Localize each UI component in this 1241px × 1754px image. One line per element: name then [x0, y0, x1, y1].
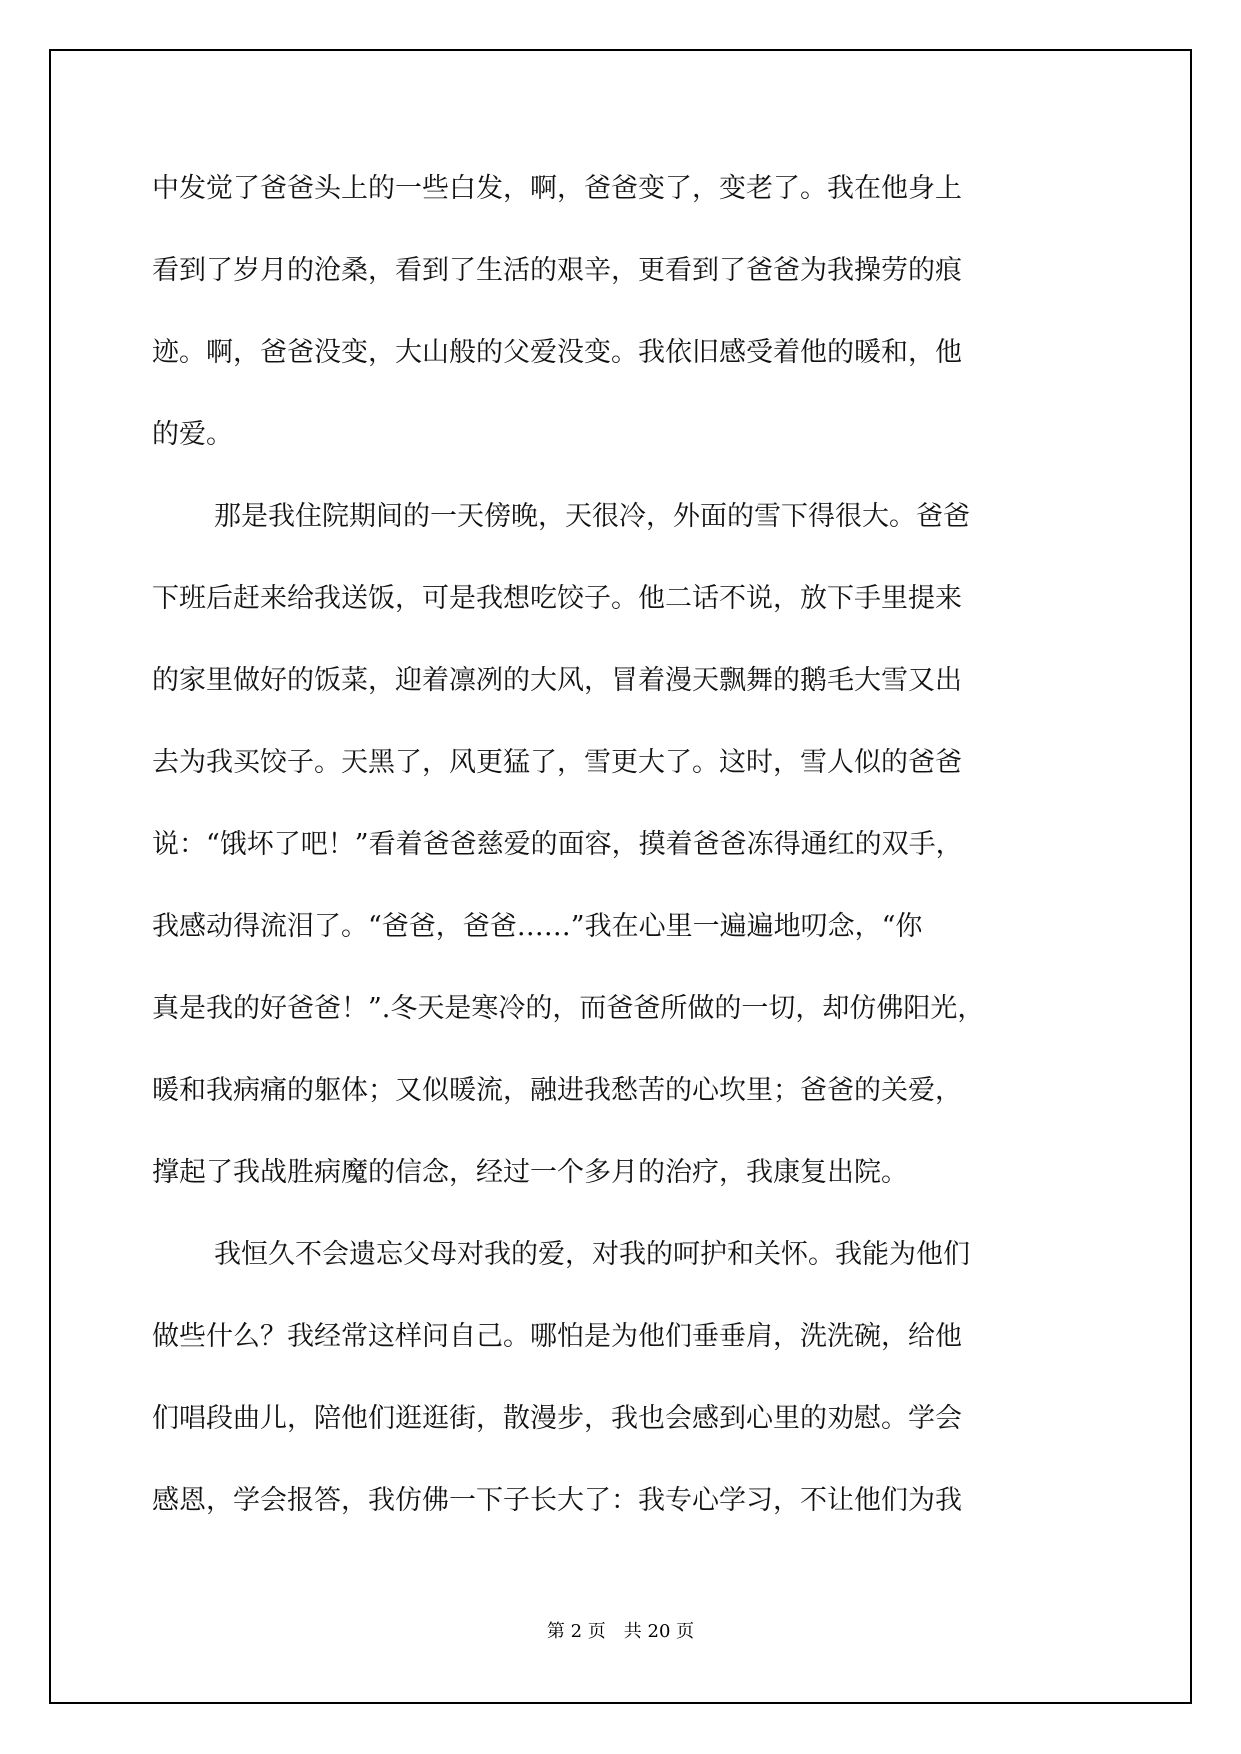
text-line: 说：“饿坏了吧！”看着爸爸慈爱的面容，摸着爸爸冻得通红的双手，: [152, 829, 963, 860]
document-body: [152, 148, 1092, 1542]
text-line: 下班后赶来给我送饭，可是我想吃饺子。他二话不说，放下手里提来: [152, 583, 962, 614]
text-line: 的爱。: [152, 419, 233, 450]
text-line: 撑起了我战胜病魔的信念，经过一个多月的治疗，我康复出院。: [152, 1157, 908, 1188]
text-line: 们唱段曲儿，陪他们逛逛街，散漫步，我也会感到心里的劝慰。学会: [152, 1403, 962, 1434]
text-line: 的家里做好的饭菜，迎着凛冽的大风，冒着漫天飘舞的鹅毛大雪又出: [152, 665, 962, 696]
text-line: 去为我买饺子。天黑了，风更猛了，雪更大了。这时，雪人似的爸爸: [152, 747, 962, 778]
paragraph-first-line: 我恒久不会遗忘父母对我的爱，对我的呵护和关怀。我能为他们: [214, 1239, 970, 1270]
text-line: 真是我的好爸爸！”.冬天是寒冷的，而爸爸所做的一切，却仿佛阳光，: [152, 993, 985, 1024]
text-line: 做些什么？我经常这样问自己。哪怕是为他们垂垂肩，洗洗碗，给他: [152, 1321, 962, 1352]
text-line: 看到了岁月的沧桑，看到了生活的艰辛，更看到了爸爸为我操劳的痕: [152, 255, 962, 286]
text-line: 感恩，学会报答，我仿佛一下子长大了：我专心学习，不让他们为我: [152, 1485, 962, 1516]
text-line: 我感动得流泪了。“爸爸，爸爸……”我在心里一遍遍地叨念，“你: [152, 911, 923, 942]
paragraph-first-line: 那是我住院期间的一天傍晚，天很冷，外面的雪下得很大。爸爸: [214, 501, 970, 532]
page-number-footer: 第 2 页 共 20 页: [546, 1621, 695, 1642]
text-line: 中发觉了爸爸头上的一些白发，啊，爸爸变了，变老了。我在他身上: [152, 173, 962, 204]
text-line: 迹。啊，爸爸没变，大山般的父爱没变。我依旧感受着他的暖和，他: [152, 337, 962, 368]
text-line: 暖和我病痛的躯体；又似暖流，融进我愁苦的心坎里；爸爸的关爱，: [152, 1075, 962, 1106]
